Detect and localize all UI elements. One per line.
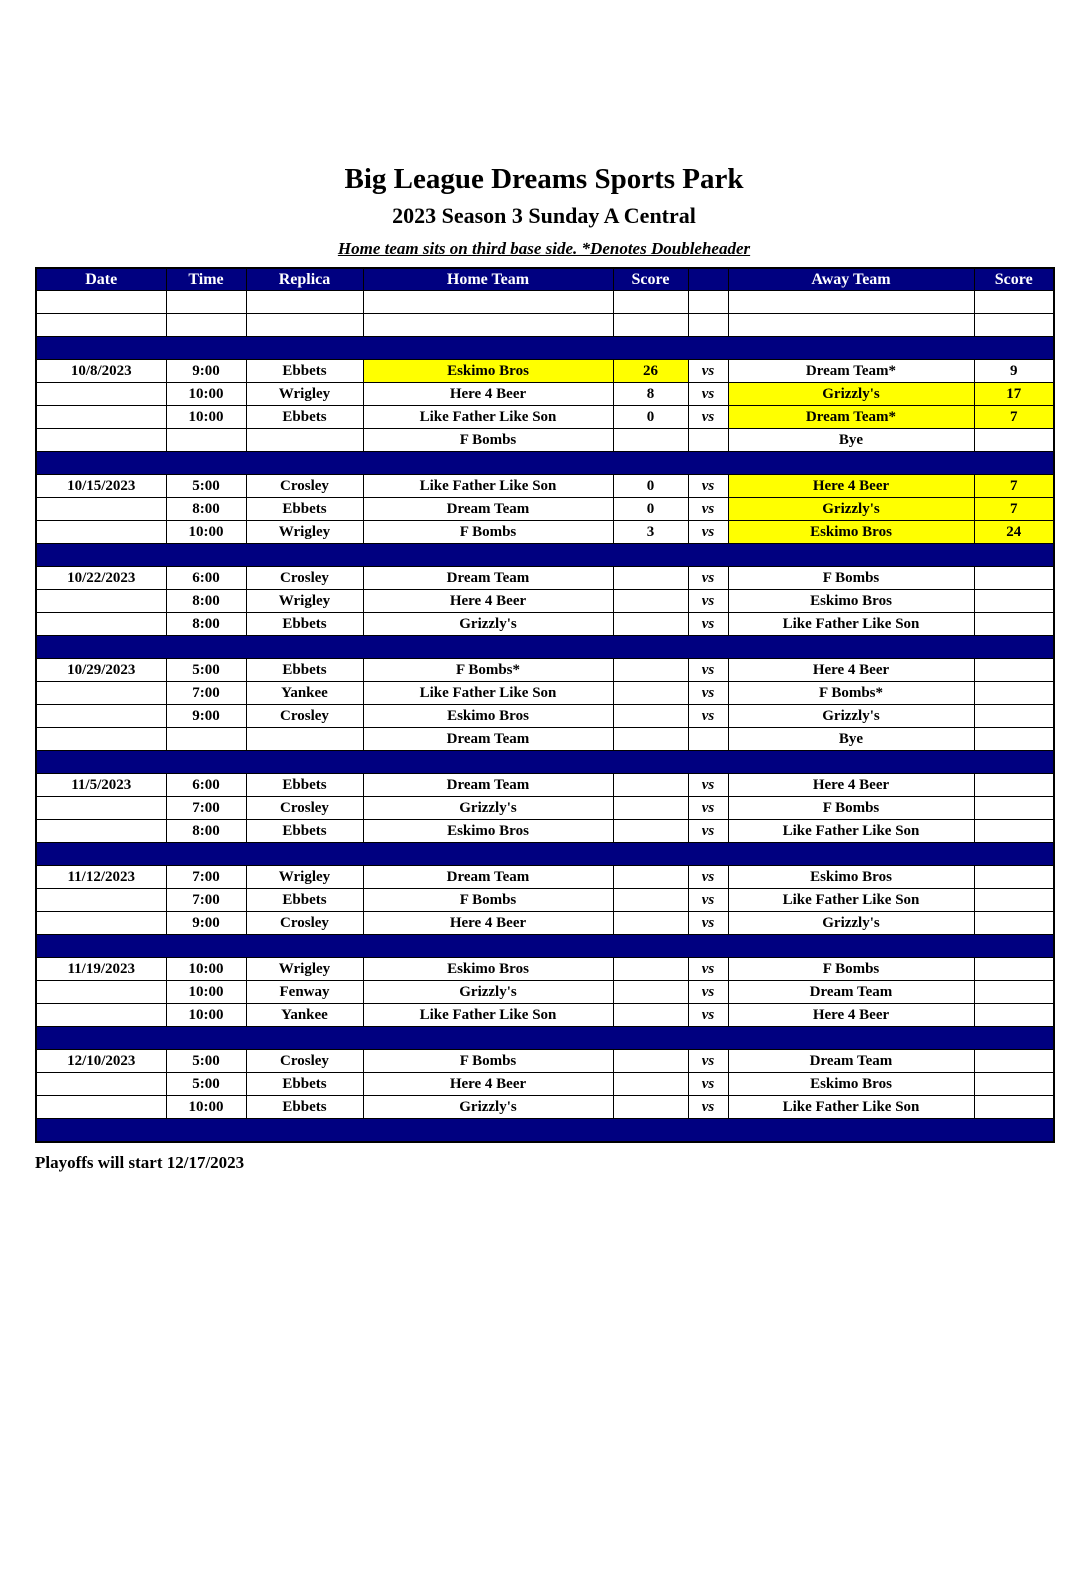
time-cell: 10:00 bbox=[166, 383, 246, 406]
away-score-cell bbox=[974, 1004, 1054, 1027]
time-cell: 10:00 bbox=[166, 1004, 246, 1027]
home-team-cell: F Bombs bbox=[363, 1050, 613, 1073]
date-cell bbox=[36, 912, 166, 935]
replica-cell: Crosley bbox=[246, 912, 363, 935]
replica-cell: Ebbets bbox=[246, 889, 363, 912]
home-score-cell bbox=[613, 728, 688, 751]
table-row bbox=[36, 981, 1054, 1004]
away-score-cell bbox=[974, 1073, 1054, 1096]
replica-cell: Crosley bbox=[246, 705, 363, 728]
home-score-cell bbox=[613, 429, 688, 452]
home-score-cell: 8 bbox=[613, 383, 688, 406]
home-team-cell: Eskimo Bros bbox=[363, 820, 613, 843]
header-replica: Replica bbox=[246, 268, 363, 291]
replica-cell: Wrigley bbox=[246, 521, 363, 544]
time-cell bbox=[166, 728, 246, 751]
replica-cell: Fenway bbox=[246, 981, 363, 1004]
group-separator bbox=[36, 544, 1054, 567]
date-cell bbox=[36, 728, 166, 751]
time-cell: 10:00 bbox=[166, 521, 246, 544]
blank-cell bbox=[728, 291, 974, 314]
home-score-cell bbox=[613, 1096, 688, 1119]
date-cell bbox=[36, 820, 166, 843]
time-cell: 6:00 bbox=[166, 567, 246, 590]
home-team-cell: F Bombs bbox=[363, 429, 613, 452]
home-team-cell: Like Father Like Son bbox=[363, 1004, 613, 1027]
away-score-cell bbox=[974, 705, 1054, 728]
date-cell: 11/5/2023 bbox=[36, 774, 166, 797]
home-score-cell bbox=[613, 682, 688, 705]
time-cell: 6:00 bbox=[166, 774, 246, 797]
time-cell: 10:00 bbox=[166, 1096, 246, 1119]
home-score-cell: 26 bbox=[613, 360, 688, 383]
table-row bbox=[36, 1073, 1054, 1096]
time-cell: 5:00 bbox=[166, 1073, 246, 1096]
replica-cell: Ebbets bbox=[246, 820, 363, 843]
time-cell: 8:00 bbox=[166, 613, 246, 636]
home-score-cell bbox=[613, 774, 688, 797]
home-score-cell bbox=[613, 590, 688, 613]
table-row bbox=[36, 820, 1054, 843]
home-team-cell: Like Father Like Son bbox=[363, 475, 613, 498]
vs-cell: vs bbox=[688, 820, 728, 843]
date-cell: 10/8/2023 bbox=[36, 360, 166, 383]
away-score-cell bbox=[974, 682, 1054, 705]
away-team-cell: Like Father Like Son bbox=[728, 820, 974, 843]
date-cell bbox=[36, 383, 166, 406]
separator-row bbox=[36, 636, 1054, 659]
home-score-cell: 0 bbox=[613, 406, 688, 429]
home-score-cell bbox=[613, 1073, 688, 1096]
away-team-cell: F Bombs* bbox=[728, 682, 974, 705]
vs-cell: vs bbox=[688, 889, 728, 912]
group-separator bbox=[36, 1119, 1054, 1142]
replica-cell: Crosley bbox=[246, 1050, 363, 1073]
away-team-cell: Here 4 Beer bbox=[728, 475, 974, 498]
table-row bbox=[36, 406, 1054, 429]
away-team-cell: F Bombs bbox=[728, 567, 974, 590]
header-time: Time bbox=[166, 268, 246, 291]
away-score-cell: 7 bbox=[974, 406, 1054, 429]
away-score-cell bbox=[974, 797, 1054, 820]
time-cell: 8:00 bbox=[166, 590, 246, 613]
date-cell bbox=[36, 1004, 166, 1027]
header-away-team: Away Team bbox=[728, 268, 974, 291]
home-team-cell: Eskimo Bros bbox=[363, 360, 613, 383]
table-row bbox=[36, 659, 1054, 682]
home-score-cell bbox=[613, 820, 688, 843]
home-score-cell bbox=[613, 705, 688, 728]
away-score-cell: 7 bbox=[974, 475, 1054, 498]
playoffs-note: Playoffs will start 12/17/2023 bbox=[35, 1152, 245, 1172]
header-home-team: Home Team bbox=[363, 268, 613, 291]
vs-cell: vs bbox=[688, 1004, 728, 1027]
home-team-cell: Grizzly's bbox=[363, 1096, 613, 1119]
date-cell bbox=[36, 521, 166, 544]
table-row bbox=[36, 1096, 1054, 1119]
away-team-cell: Here 4 Beer bbox=[728, 659, 974, 682]
date-cell bbox=[36, 1096, 166, 1119]
home-team-cell: Grizzly's bbox=[363, 797, 613, 820]
time-cell: 7:00 bbox=[166, 866, 246, 889]
home-score-cell bbox=[613, 613, 688, 636]
date-cell: 10/29/2023 bbox=[36, 659, 166, 682]
vs-cell bbox=[688, 728, 728, 751]
away-score-cell bbox=[974, 820, 1054, 843]
time-cell: 9:00 bbox=[166, 912, 246, 935]
away-score-cell bbox=[974, 429, 1054, 452]
home-score-cell: 3 bbox=[613, 521, 688, 544]
date-cell: 10/22/2023 bbox=[36, 567, 166, 590]
away-score-cell bbox=[974, 1096, 1054, 1119]
table-row bbox=[36, 521, 1054, 544]
away-team-cell: Here 4 Beer bbox=[728, 1004, 974, 1027]
home-team-cell: Dream Team bbox=[363, 728, 613, 751]
time-cell: 8:00 bbox=[166, 498, 246, 521]
blank-cell bbox=[728, 314, 974, 337]
vs-cell: vs bbox=[688, 475, 728, 498]
blank-row bbox=[36, 291, 1054, 314]
vs-cell: vs bbox=[688, 705, 728, 728]
vs-cell: vs bbox=[688, 383, 728, 406]
home-team-cell: Eskimo Bros bbox=[363, 705, 613, 728]
away-team-cell: Like Father Like Son bbox=[728, 1096, 974, 1119]
away-score-cell: 9 bbox=[974, 360, 1054, 383]
replica-cell: Wrigley bbox=[246, 383, 363, 406]
time-cell: 7:00 bbox=[166, 889, 246, 912]
vs-cell: vs bbox=[688, 521, 728, 544]
away-score-cell: 24 bbox=[974, 521, 1054, 544]
vs-cell: vs bbox=[688, 981, 728, 1004]
separator-row bbox=[36, 1119, 1054, 1142]
home-score-cell: 0 bbox=[613, 498, 688, 521]
date-cell: 11/12/2023 bbox=[36, 866, 166, 889]
table-row bbox=[36, 728, 1054, 751]
blank-cell bbox=[166, 314, 246, 337]
replica-cell: Yankee bbox=[246, 1004, 363, 1027]
replica-cell: Ebbets bbox=[246, 360, 363, 383]
vs-cell: vs bbox=[688, 958, 728, 981]
table-row bbox=[36, 774, 1054, 797]
away-score-cell bbox=[974, 567, 1054, 590]
group-separator bbox=[36, 452, 1054, 475]
vs-cell: vs bbox=[688, 590, 728, 613]
group-separator bbox=[36, 337, 1054, 360]
separator-row bbox=[36, 751, 1054, 774]
time-cell: 10:00 bbox=[166, 958, 246, 981]
away-score-cell bbox=[974, 912, 1054, 935]
away-team-cell: Dream Team* bbox=[728, 360, 974, 383]
blank-cell bbox=[36, 291, 166, 314]
table-row bbox=[36, 1050, 1054, 1073]
date-cell bbox=[36, 406, 166, 429]
replica-cell: Yankee bbox=[246, 682, 363, 705]
home-team-cell: Eskimo Bros bbox=[363, 958, 613, 981]
blank-cell bbox=[246, 291, 363, 314]
vs-cell: vs bbox=[688, 613, 728, 636]
header-vs bbox=[688, 268, 728, 291]
table-row bbox=[36, 498, 1054, 521]
table-row bbox=[36, 866, 1054, 889]
home-team-cell: Here 4 Beer bbox=[363, 1073, 613, 1096]
replica-cell: Wrigley bbox=[246, 590, 363, 613]
home-team-cell: Here 4 Beer bbox=[363, 383, 613, 406]
home-team-cell: F Bombs bbox=[363, 521, 613, 544]
page-note: Home team sits on third base side. *Denotes Doubleheader bbox=[337, 239, 751, 259]
home-team-cell: Dream Team bbox=[363, 866, 613, 889]
table-row bbox=[36, 889, 1054, 912]
table-row bbox=[36, 797, 1054, 820]
time-cell bbox=[166, 429, 246, 452]
date-cell bbox=[36, 498, 166, 521]
table-row bbox=[36, 912, 1054, 935]
table-row bbox=[36, 705, 1054, 728]
blank-cell bbox=[688, 291, 728, 314]
away-team-cell: Grizzly's bbox=[728, 383, 974, 406]
home-score-cell bbox=[613, 981, 688, 1004]
away-team-cell: Eskimo Bros bbox=[728, 521, 974, 544]
time-cell: 9:00 bbox=[166, 360, 246, 383]
vs-cell: vs bbox=[688, 659, 728, 682]
date-cell bbox=[36, 590, 166, 613]
group-separator bbox=[36, 751, 1054, 774]
blank-cell bbox=[166, 291, 246, 314]
vs-cell: vs bbox=[688, 1073, 728, 1096]
table-row bbox=[36, 613, 1054, 636]
header-home-score: Score bbox=[613, 268, 688, 291]
away-score-cell: 7 bbox=[974, 498, 1054, 521]
table-row bbox=[36, 475, 1054, 498]
date-cell bbox=[36, 613, 166, 636]
replica-cell: Ebbets bbox=[246, 406, 363, 429]
blank-cell bbox=[688, 314, 728, 337]
home-team-cell: Grizzly's bbox=[363, 613, 613, 636]
away-score-cell bbox=[974, 774, 1054, 797]
vs-cell: vs bbox=[688, 360, 728, 383]
vs-cell: vs bbox=[688, 406, 728, 429]
away-team-cell: Eskimo Bros bbox=[728, 1073, 974, 1096]
time-cell: 8:00 bbox=[166, 820, 246, 843]
table-row bbox=[36, 360, 1054, 383]
home-score-cell bbox=[613, 797, 688, 820]
home-score-cell: 0 bbox=[613, 475, 688, 498]
replica-cell: Ebbets bbox=[246, 659, 363, 682]
away-team-cell: Grizzly's bbox=[728, 912, 974, 935]
vs-cell: vs bbox=[688, 567, 728, 590]
replica-cell: Wrigley bbox=[246, 958, 363, 981]
schedule-table bbox=[35, 267, 1055, 1143]
replica-cell bbox=[246, 429, 363, 452]
blank-cell bbox=[974, 314, 1054, 337]
group-separator bbox=[36, 636, 1054, 659]
date-cell bbox=[36, 705, 166, 728]
separator-row bbox=[36, 452, 1054, 475]
away-score-cell: 17 bbox=[974, 383, 1054, 406]
date-cell bbox=[36, 889, 166, 912]
away-team-cell: Here 4 Beer bbox=[728, 774, 974, 797]
vs-cell: vs bbox=[688, 1096, 728, 1119]
table-row bbox=[36, 682, 1054, 705]
away-score-cell bbox=[974, 889, 1054, 912]
home-team-cell: Like Father Like Son bbox=[363, 406, 613, 429]
time-cell: 5:00 bbox=[166, 475, 246, 498]
away-team-cell: Grizzly's bbox=[728, 705, 974, 728]
replica-cell: Ebbets bbox=[246, 613, 363, 636]
home-score-cell bbox=[613, 912, 688, 935]
date-cell bbox=[36, 1073, 166, 1096]
replica-cell: Ebbets bbox=[246, 1096, 363, 1119]
group-separator bbox=[36, 935, 1054, 958]
replica-cell: Crosley bbox=[246, 567, 363, 590]
home-score-cell bbox=[613, 1050, 688, 1073]
home-team-cell: Here 4 Beer bbox=[363, 590, 613, 613]
home-score-cell bbox=[613, 567, 688, 590]
home-score-cell bbox=[613, 659, 688, 682]
home-team-cell: F Bombs* bbox=[363, 659, 613, 682]
vs-cell: vs bbox=[688, 1050, 728, 1073]
time-cell: 10:00 bbox=[166, 406, 246, 429]
home-score-cell bbox=[613, 1004, 688, 1027]
table-row bbox=[36, 1004, 1054, 1027]
header-row bbox=[36, 268, 1054, 291]
vs-cell: vs bbox=[688, 866, 728, 889]
away-team-cell: Like Father Like Son bbox=[728, 613, 974, 636]
away-team-cell: F Bombs bbox=[728, 797, 974, 820]
away-score-cell bbox=[974, 866, 1054, 889]
blank-cell bbox=[363, 291, 613, 314]
replica-cell bbox=[246, 728, 363, 751]
time-cell: 7:00 bbox=[166, 797, 246, 820]
separator-row bbox=[36, 337, 1054, 360]
separator-row bbox=[36, 1027, 1054, 1050]
replica-cell: Crosley bbox=[246, 797, 363, 820]
header-date: Date bbox=[36, 268, 166, 291]
replica-cell: Crosley bbox=[246, 475, 363, 498]
date-cell: 10/15/2023 bbox=[36, 475, 166, 498]
page-subtitle: 2023 Season 3 Sunday A Central bbox=[392, 202, 696, 228]
blank-cell bbox=[613, 291, 688, 314]
blank-cell bbox=[613, 314, 688, 337]
away-score-cell bbox=[974, 590, 1054, 613]
schedule-table-body bbox=[36, 291, 1054, 1142]
date-cell bbox=[36, 429, 166, 452]
replica-cell: Ebbets bbox=[246, 1073, 363, 1096]
vs-cell bbox=[688, 429, 728, 452]
vs-cell: vs bbox=[688, 498, 728, 521]
replica-cell: Ebbets bbox=[246, 498, 363, 521]
home-score-cell bbox=[613, 958, 688, 981]
blank-cell bbox=[363, 314, 613, 337]
away-team-cell: Like Father Like Son bbox=[728, 889, 974, 912]
time-cell: 5:00 bbox=[166, 1050, 246, 1073]
table-row bbox=[36, 429, 1054, 452]
time-cell: 7:00 bbox=[166, 682, 246, 705]
away-team-cell: Dream Team* bbox=[728, 406, 974, 429]
away-team-cell: Bye bbox=[728, 728, 974, 751]
blank-cell bbox=[974, 291, 1054, 314]
time-cell: 5:00 bbox=[166, 659, 246, 682]
separator-row bbox=[36, 935, 1054, 958]
away-team-cell: Dream Team bbox=[728, 1050, 974, 1073]
blank-row bbox=[36, 314, 1054, 337]
away-team-cell: Grizzly's bbox=[728, 498, 974, 521]
page-title: Big League Dreams Sports Park bbox=[344, 163, 744, 195]
away-team-cell: Eskimo Bros bbox=[728, 866, 974, 889]
home-team-cell: Dream Team bbox=[363, 567, 613, 590]
header-away-score: Score bbox=[974, 268, 1054, 291]
vs-cell: vs bbox=[688, 682, 728, 705]
date-cell bbox=[36, 682, 166, 705]
date-cell: 12/10/2023 bbox=[36, 1050, 166, 1073]
date-cell bbox=[36, 797, 166, 820]
blank-cell bbox=[36, 314, 166, 337]
group-separator bbox=[36, 843, 1054, 866]
away-team-cell: Eskimo Bros bbox=[728, 590, 974, 613]
home-team-cell: Here 4 Beer bbox=[363, 912, 613, 935]
away-score-cell bbox=[974, 981, 1054, 1004]
group-separator bbox=[36, 1027, 1054, 1050]
replica-cell: Ebbets bbox=[246, 774, 363, 797]
vs-cell: vs bbox=[688, 797, 728, 820]
away-team-cell: Bye bbox=[728, 429, 974, 452]
away-score-cell bbox=[974, 728, 1054, 751]
time-cell: 9:00 bbox=[166, 705, 246, 728]
away-team-cell: Dream Team bbox=[728, 981, 974, 1004]
away-score-cell bbox=[974, 659, 1054, 682]
home-team-cell: Like Father Like Son bbox=[363, 682, 613, 705]
date-cell: 11/19/2023 bbox=[36, 958, 166, 981]
away-score-cell bbox=[974, 958, 1054, 981]
time-cell: 10:00 bbox=[166, 981, 246, 1004]
home-score-cell bbox=[613, 889, 688, 912]
blank-cell bbox=[246, 314, 363, 337]
away-score-cell bbox=[974, 1050, 1054, 1073]
home-team-cell: Dream Team bbox=[363, 498, 613, 521]
away-score-cell bbox=[974, 613, 1054, 636]
table-row bbox=[36, 567, 1054, 590]
home-team-cell: Dream Team bbox=[363, 774, 613, 797]
home-team-cell: Grizzly's bbox=[363, 981, 613, 1004]
table-row bbox=[36, 590, 1054, 613]
separator-row bbox=[36, 544, 1054, 567]
home-team-cell: F Bombs bbox=[363, 889, 613, 912]
away-team-cell: F Bombs bbox=[728, 958, 974, 981]
replica-cell: Wrigley bbox=[246, 866, 363, 889]
table-row bbox=[36, 383, 1054, 406]
vs-cell: vs bbox=[688, 774, 728, 797]
separator-row bbox=[36, 843, 1054, 866]
vs-cell: vs bbox=[688, 912, 728, 935]
table-row bbox=[36, 958, 1054, 981]
date-cell bbox=[36, 981, 166, 1004]
home-score-cell bbox=[613, 866, 688, 889]
